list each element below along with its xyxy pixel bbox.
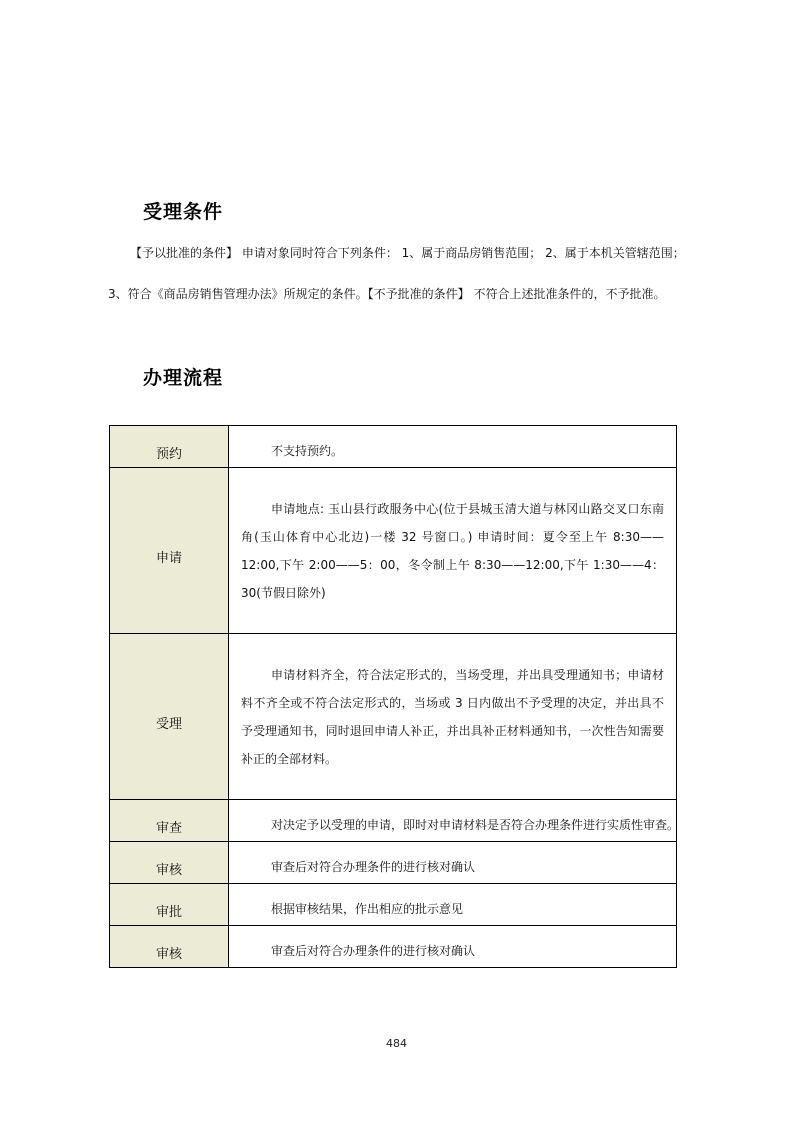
step-label: 审批 xyxy=(110,884,229,926)
step-content xyxy=(229,426,677,468)
page-number: 484 xyxy=(386,1037,407,1050)
step-content xyxy=(229,800,680,842)
step-label: 审核 xyxy=(110,842,229,884)
table-row xyxy=(110,426,677,468)
table-row xyxy=(110,842,677,884)
table-row xyxy=(110,926,677,968)
step-label: 受理 xyxy=(110,634,229,800)
step-content xyxy=(229,884,677,926)
step-text: 对决定予以受理的申请，即时对申请材料是否符合办理条件进行实质性审查。 xyxy=(271,818,680,832)
process-table xyxy=(109,425,680,968)
step-content xyxy=(229,842,677,884)
step-label: 审核 xyxy=(110,926,229,968)
section-title-process: 办理流程 xyxy=(143,367,224,389)
step-text: 申请地点: 玉山县行政服务中心(位于县城玉清大道与林冈山路交叉口东南角(玉山体育中心北边)一楼 32 号窗口。) 申请时间：夏令至上午 8:30——12:00,下午 2:00——5：00，冬令制上午 8:30——12:00,下午 1:30——4：30(节假日除外) xyxy=(241,501,664,600)
table-row xyxy=(110,800,677,842)
table-row xyxy=(110,634,677,800)
step-label: 申请 xyxy=(110,468,229,634)
step-content xyxy=(229,634,677,800)
step-label: 预约 xyxy=(110,426,229,468)
step-content xyxy=(229,468,677,634)
table-row xyxy=(110,884,677,926)
step-label: 审查 xyxy=(110,800,229,842)
step-content xyxy=(229,926,677,968)
step-text: 不支持预约。 xyxy=(271,444,344,458)
conditions-paragraph-line-1: 【予以批准的条件】 申请对象同时符合下列条件： 1、属于商品房销售范围； 2、属于本机关管辖范围； xyxy=(130,246,685,260)
step-text: 根据审核结果，作出相应的批示意见 xyxy=(271,902,464,916)
step-text: 审查后对符合办理条件的进行核对确认 xyxy=(271,944,476,958)
conditions-paragraph-line-2: 3、符合《商品房销售管理办法》所规定的条件。【不予批准的条件】 不符合上述批准条件的，不予批准。 xyxy=(108,287,666,301)
table-row xyxy=(110,468,677,634)
step-text: 申请材料齐全，符合法定形式的，当场受理，并出具受理通知书；申请材料不齐全或不符合法定形式的，当场或 3 日内做出不予受理的决定，并出具不予受理通知书，同时退回申请人补正，并出具补正材料通知书，一次性告知需要补正的全部材料。 xyxy=(241,667,664,766)
step-text: 审查后对符合办理条件的进行核对确认 xyxy=(271,860,476,874)
section-title-conditions: 受理条件 xyxy=(143,201,224,223)
